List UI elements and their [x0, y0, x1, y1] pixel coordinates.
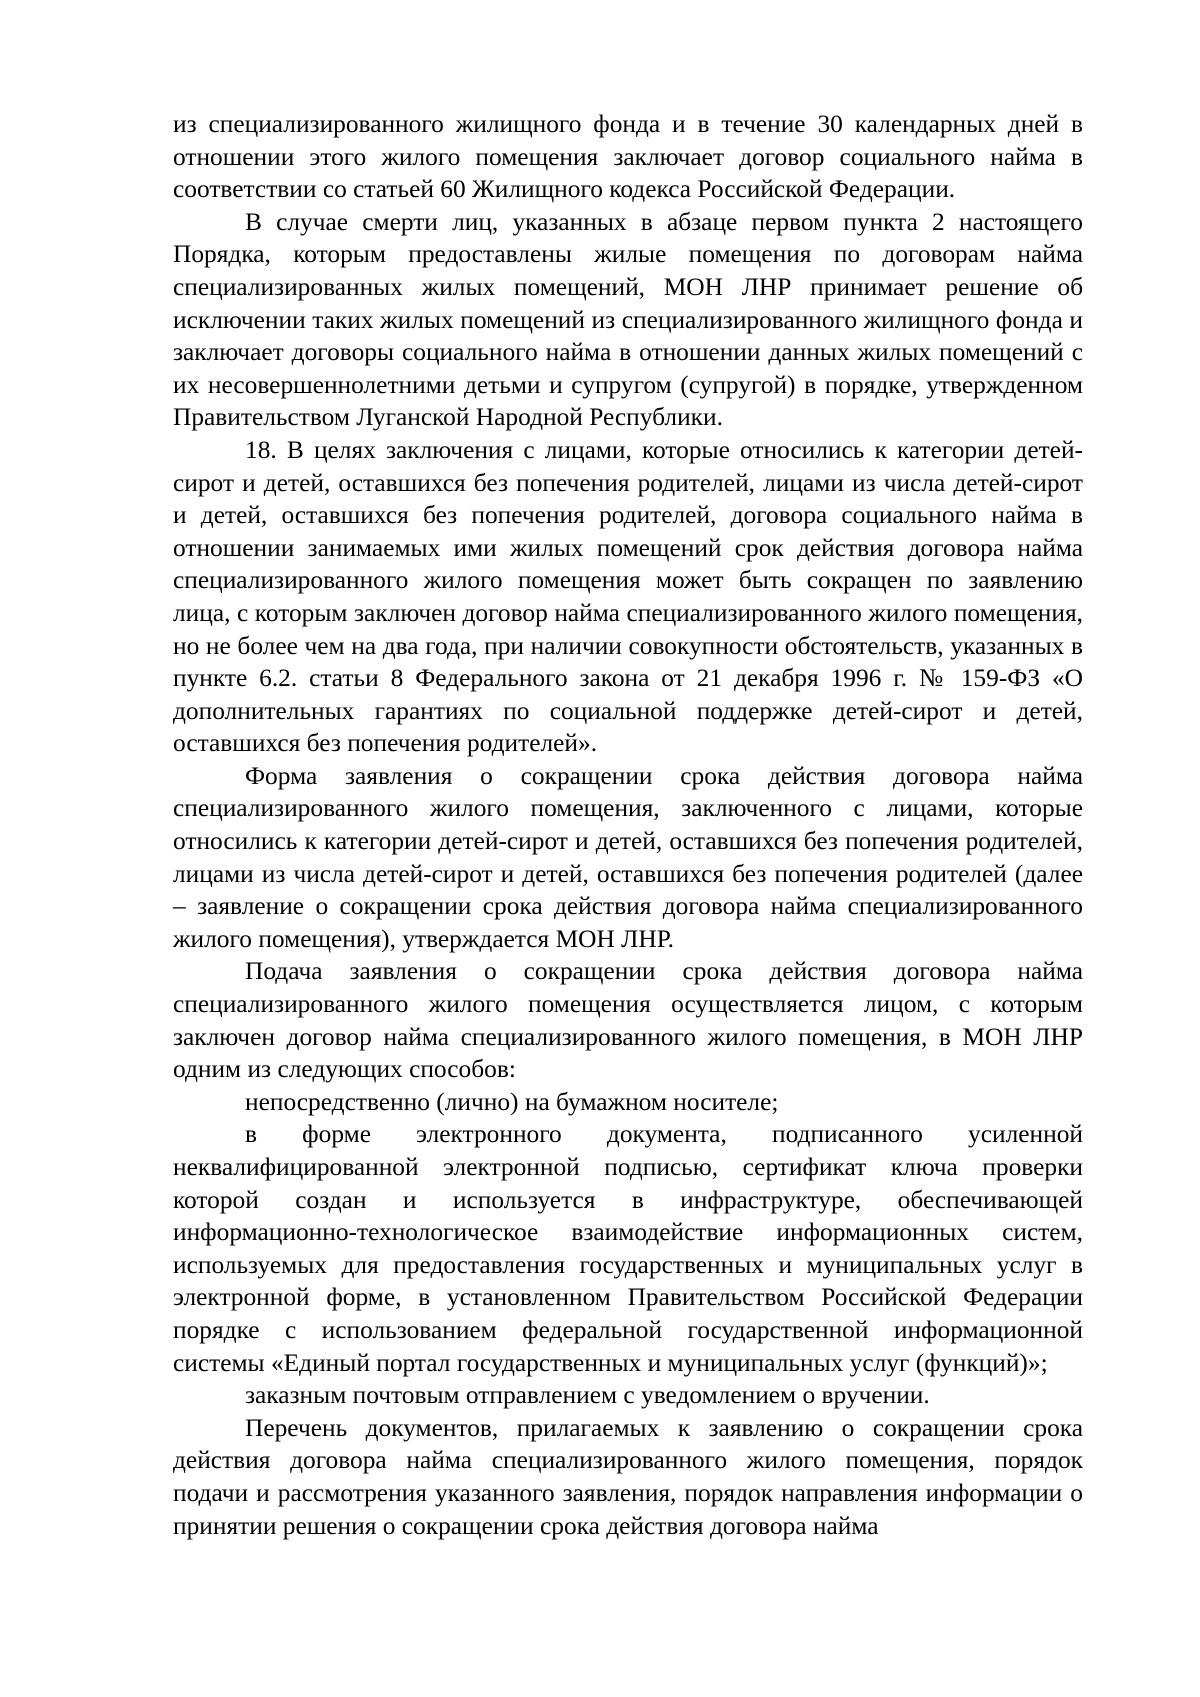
list-item-electronic: в форме электронного документа, подписанного усиленной неквалифицированной электронной подписью, сертификат ключа проверки которой создан и используется в инфраструктуре, обеспечивающей информационно-технологическое взаимодействие информационных систем, используемых для предоставления государственных и муниципальных услуг в электронной форме, в установленном Правительством Российской Федерации порядке с использованием федеральной государственной информационной системы «Единый портал государственных и муниципальных услуг (функций)»;: [173, 1120, 1083, 1377]
list-item-in-person: непосредственно (лично) на бумажном носителе;: [245, 1087, 779, 1116]
paragraph-document-list: Перечень документов, прилагаемых к заявлению о сокращении срока действия договора найма специализированного жилого помещения, порядок подачи и рассмотрения указанного заявления, порядок направления информации о принятии решения о сокращении срока действия договора найма: [173, 1413, 1083, 1540]
paragraph-application-form: Форма заявления о сокращении срока действия договора найма специализированного жилого помещения, заключенного с лицами, которые относились к категории детей-сирот и детей, оставшихся без попечения родителей, лицами из числа детей-сирот и детей, оставшихся без попечения родителей (далее – заявление о сокращении срока действия договора найма специализированного жилого помещения), утверждается МОН ЛНР.: [173, 761, 1083, 953]
document-page: [173, 108, 1083, 1542]
paragraph-submission-methods: Подача заявления о сокращении срока действия договора найма специализированного жилого помещения осуществляется лицом, с которым заключен договор найма специализированного жилого помещения, в МОН ЛНР одним из следующих способов:: [173, 957, 1083, 1084]
paragraph-item-18: 18. В целях заключения с лицами, которые относились к категории детей-сирот и детей, оставшихся без попечения родителей, лицами из числа детей-сирот и детей, оставшихся без попечения родителей, договора социального найма в отношении занимаемых ими жилых помещений срок действия договора найма специализированного жилого помещения может быть сокращен по заявлению лица, с которым заключен договор найма специализированного жилого помещения, но не более чем на два года, при наличии совокупности обстоятельств, указанных в пункте 6.2. статьи 8 Федерального закона от 21 декабря 1996 г. № 159-ФЗ «О дополнительных гарантиях по социальной поддержке детей-сирот и детей, оставшихся без попечения родителей».: [173, 435, 1083, 758]
paragraph-death-case: В случае смерти лиц, указанных в абзаце первом пункта 2 настоящего Порядка, которым предоставлены жилые помещения по договорам найма специализированных жилых помещений, МОН ЛНР принимает решение об исключении таких жилых помещений из специализированного жилищного фонда и заключает договоры социального найма в отношении данных жилых помещений с их несовершеннолетними детьми и супругом (супругой) в порядке, утвержденном Правительством Луганской Народной Республики.: [173, 207, 1083, 432]
paragraph-continuation: из специализированного жилищного фонда и в течение 30 календарных дней в отношении этого жилого помещения заключает договор социального найма в соответствии со статьей 60 Жилищного кодекса Российской Федерации.: [173, 110, 1083, 204]
list-item-registered-mail: заказным почтовым отправлением с уведомлением о вручении.: [245, 1381, 930, 1410]
